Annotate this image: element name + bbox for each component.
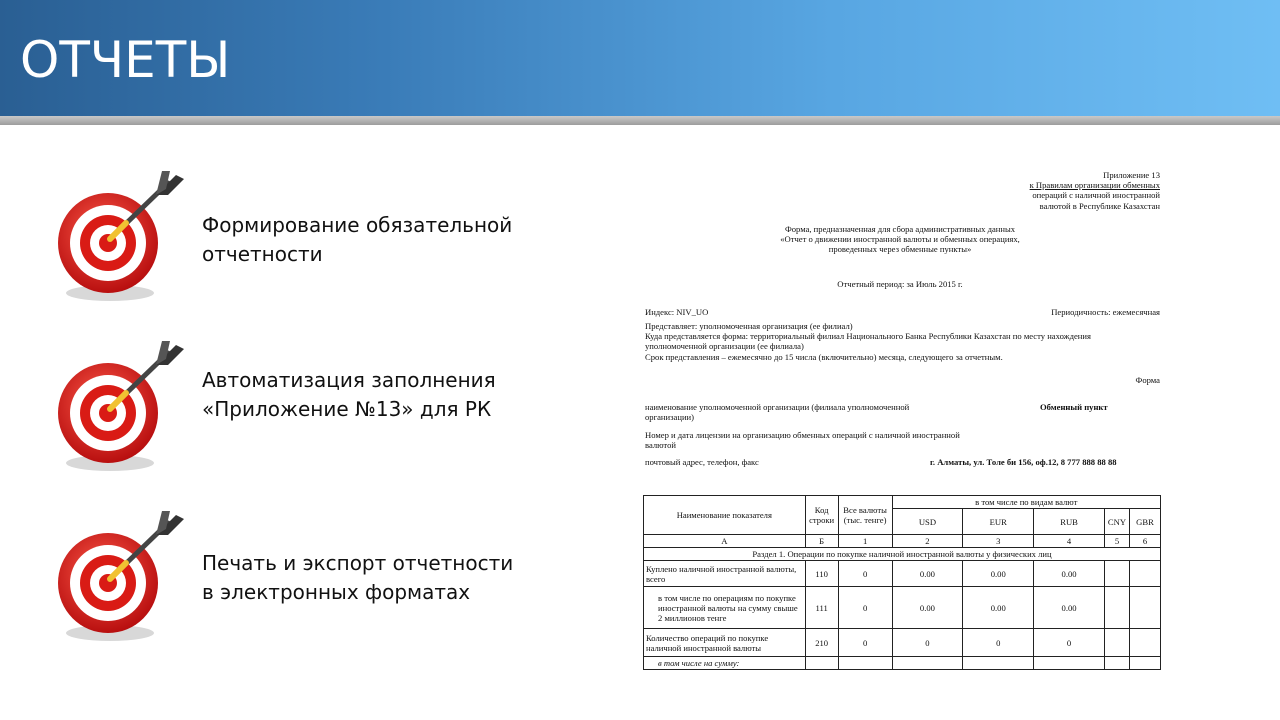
table-row [644, 561, 1161, 587]
form-info-line: Срок представления – ежемесячно до 15 числа (включительно) месяца, следующего за отчетным. [645, 351, 1003, 362]
appendix-line: валютой в Республике Казахстан [1039, 200, 1160, 211]
index-cell: 2 [892, 535, 963, 548]
feature-label-line: Формирование обязательной [202, 213, 513, 237]
table-row [644, 657, 1161, 670]
form-info [645, 321, 1165, 362]
appendix-rules: к Правилам организации обменных [1029, 180, 1160, 191]
feature-label [202, 211, 512, 269]
row-all [838, 657, 892, 670]
feature-label-line: «Приложение №13» для РК [202, 397, 492, 421]
feature-label-line: отчетности [202, 242, 323, 266]
license-label-line: Номер и дата лицензии на организацию обменных операций с наличной иностранной [645, 430, 960, 440]
row-usd: 0 [892, 629, 963, 657]
feature-item [50, 335, 570, 485]
table-row [644, 587, 1161, 629]
row-gbr [1129, 657, 1160, 670]
index-cell: 1 [838, 535, 892, 548]
header-cell-currency: USD [892, 509, 963, 535]
header-cell-currency: EUR [963, 509, 1034, 535]
org-name-value: Обменный пункт [1040, 402, 1108, 412]
feature-item [50, 165, 570, 315]
form-heading-line: проведенных через обменные пункты» [828, 244, 972, 255]
table-index-row [644, 535, 1161, 548]
row-all: 0 [838, 587, 892, 629]
feature-label-line: Автоматизация заполнения [202, 368, 496, 392]
header-cell-all: Все валюты (тыс. тенге) [838, 496, 892, 535]
index-cell: Б [805, 535, 838, 548]
row-eur: 0.00 [963, 561, 1034, 587]
row-usd [892, 657, 963, 670]
row-name: Количество операций по покупке наличной иностранной валюты [644, 629, 806, 657]
form-label: Форма [1135, 375, 1160, 385]
index-cell: 4 [1034, 535, 1105, 548]
index-cell: А [644, 535, 806, 548]
row-gbr [1129, 561, 1160, 587]
form-info-line: уполномоченной организации (ее филиала) [645, 341, 804, 352]
feature-label-line: в электронных форматах [202, 580, 471, 604]
header-cell-currency: GBR [1129, 509, 1160, 535]
row-code: 111 [805, 587, 838, 629]
appendix-number: Приложение 13 [1103, 170, 1160, 180]
header-cell-name: Наименование показателя [644, 496, 806, 535]
org-name-label-line: организации) [645, 412, 694, 423]
form-heading-line: «Отчет о движении иностранной валюты и обменных операциях, [780, 234, 1020, 245]
row-all: 0 [838, 561, 892, 587]
index-cell: 5 [1104, 535, 1129, 548]
table-section-row [644, 548, 1161, 561]
report-table [643, 495, 1161, 670]
row-code: 210 [805, 629, 838, 657]
header-cell-including: в том числе по видам валют [892, 496, 1160, 509]
appendix-block [860, 170, 1160, 211]
appendix-line: операций с наличной иностранной [1032, 190, 1160, 201]
org-name-label [645, 402, 965, 422]
target-dart-icon [50, 335, 190, 475]
row-rub: 0 [1034, 629, 1105, 657]
row-gbr [1129, 587, 1160, 629]
form-heading-line: Форма, предназначенная для сбора административных данных [784, 224, 1016, 234]
feature-label [202, 366, 496, 424]
feature-label [202, 549, 513, 607]
row-cny [1104, 561, 1129, 587]
row-gbr [1129, 629, 1160, 657]
section-title: Раздел 1. Операции по покупке наличной иностранной валюты у физических лиц [644, 548, 1161, 561]
row-eur: 0.00 [963, 587, 1034, 629]
form-info-line: Представляет: уполномоченная организация (ее филиал) [645, 321, 853, 331]
row-name: в том числе по операциям по покупке иностранной валюты на сумму свыше 2 миллионов тенге [644, 587, 806, 629]
page-title: ОТЧЕТЫ [20, 31, 231, 89]
feature-item [50, 505, 570, 655]
row-name: Куплено наличной иностранной валюты, всего [644, 561, 806, 587]
row-usd: 0.00 [892, 561, 963, 587]
address-value: г. Алматы, ул. Толе би 156, оф.12, 8 777 888 88 88 [930, 457, 1117, 467]
index-cell: 3 [963, 535, 1034, 548]
feature-label-line: Печать и экспорт отчетности [202, 551, 514, 575]
row-eur [963, 657, 1034, 670]
form-index: Индекс: NIV_UO [645, 307, 709, 317]
header-cell-code: Код строки [805, 496, 838, 535]
form-info-line: Куда представляется форма: территориальный филиал Национального Банка Республики Казахстан по месту нахождения [645, 331, 1091, 342]
header-cell-currency: RUB [1034, 509, 1105, 535]
address-label: почтовый адрес, телефон, факс [645, 457, 759, 467]
index-cell: 6 [1129, 535, 1160, 548]
header-divider [0, 116, 1280, 125]
target-dart-icon [50, 505, 190, 645]
row-all: 0 [838, 629, 892, 657]
form-heading [740, 224, 1060, 255]
license-label [645, 430, 1015, 450]
row-code: 110 [805, 561, 838, 587]
row-code [805, 657, 838, 670]
table-row [644, 629, 1161, 657]
row-rub [1034, 657, 1105, 670]
table-header-row [644, 496, 1161, 509]
row-cny [1104, 587, 1129, 629]
report-period: Отчетный период: за Июль 2015 г. [837, 279, 963, 289]
report-form-document [640, 166, 1170, 678]
row-rub: 0.00 [1034, 561, 1105, 587]
row-eur: 0 [963, 629, 1034, 657]
license-label-line: валютой [645, 440, 676, 451]
row-name: в том числе на сумму: [644, 657, 806, 670]
form-periodicity: Периодичность: ежемесячная [1051, 307, 1160, 317]
row-cny [1104, 629, 1129, 657]
row-usd: 0.00 [892, 587, 963, 629]
row-cny [1104, 657, 1129, 670]
header-cell-currency: CNY [1104, 509, 1129, 535]
org-name-label-line: наименование уполномоченной организации (филиала уполномоченной [645, 402, 910, 412]
target-dart-icon [50, 165, 190, 305]
row-rub: 0.00 [1034, 587, 1105, 629]
